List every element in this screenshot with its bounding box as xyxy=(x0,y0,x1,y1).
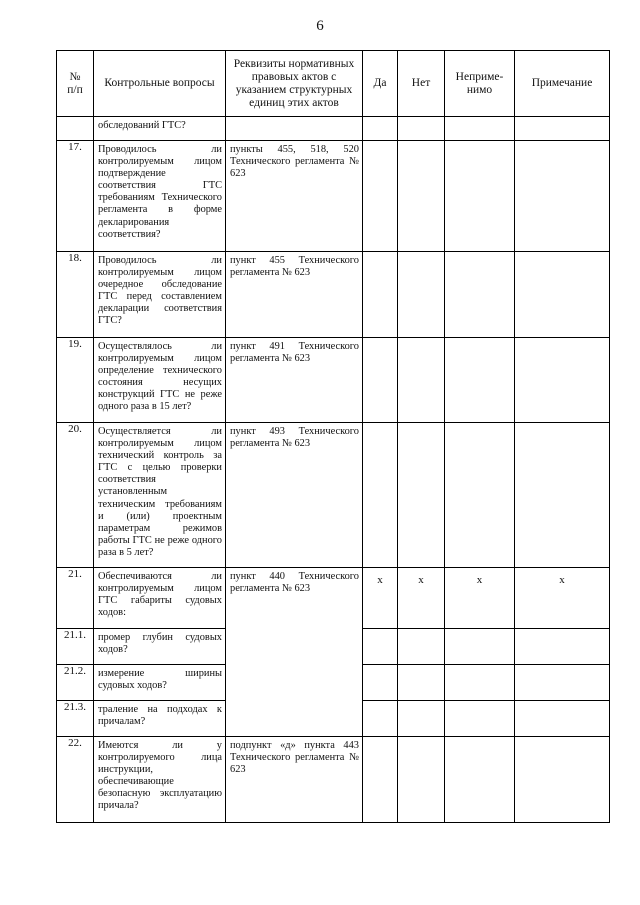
row-reference: пункт 455 Технического регламента № 623 xyxy=(226,252,363,338)
row-reference: пункт 493 Технического регламента № 623 xyxy=(226,423,363,568)
row-no-cell[interactable] xyxy=(398,141,445,252)
row-na-cell[interactable] xyxy=(445,423,515,568)
row-note-cell[interactable] xyxy=(515,423,610,568)
header-num: № п/п xyxy=(57,51,94,117)
row-note-cell[interactable]: x xyxy=(515,568,610,629)
row-no-cell[interactable]: x xyxy=(398,568,445,629)
row-na-cell[interactable] xyxy=(445,252,515,338)
row-question: Проводилось ли контролируемым лицом очередное обследование ГТС перед составлением декларации соответствия ГТС? xyxy=(94,252,226,338)
row-question: обследований ГТС? xyxy=(94,117,226,141)
row-number: 22. xyxy=(57,737,94,823)
row-yes-cell[interactable] xyxy=(363,737,398,823)
row-question: Имеются ли у контролируемого лица инструкции, обеспечивающие безопасную эксплуатацию причала? xyxy=(94,737,226,823)
row-no-cell[interactable] xyxy=(398,629,445,665)
row-reference: подпункт «д» пункта 443 Технического регламента № 623 xyxy=(226,737,363,823)
checklist-table xyxy=(56,50,610,823)
table-row xyxy=(57,117,610,141)
row-question: Осуществлялось ли контролируемым лицом определение технического состояния несущих конструкций ГТС не реже одного раза в 15 лет? xyxy=(94,338,226,423)
row-question: Осуществляется ли контролируемым лицом технический контроль за ГТС с целью проверки соответствия установленным техническим требованиям и (или) проектным параметрам режимов работы ГТС не реже одного раза в 5 лет? xyxy=(94,423,226,568)
row-number xyxy=(57,117,94,141)
row-question: Обеспечиваются ли контролируемым лицом ГТС габариты судовых ходов: xyxy=(94,568,226,629)
row-number: 21. xyxy=(57,568,94,629)
header-questions: Контрольные вопросы xyxy=(94,51,226,117)
row-note-cell[interactable] xyxy=(515,252,610,338)
row-question: траление на подходах к причалам? xyxy=(94,701,226,737)
row-reference xyxy=(226,117,363,141)
row-na-cell[interactable] xyxy=(445,141,515,252)
row-note-cell[interactable] xyxy=(515,665,610,701)
page-number: 6 xyxy=(316,18,324,34)
table-row xyxy=(57,252,610,338)
row-number: 20. xyxy=(57,423,94,568)
row-no-cell[interactable] xyxy=(398,737,445,823)
header-no: Нет xyxy=(398,51,445,117)
row-no-cell[interactable] xyxy=(398,423,445,568)
row-number: 21.3. xyxy=(57,701,94,737)
row-na-cell[interactable]: x xyxy=(445,568,515,629)
table-row xyxy=(57,141,610,252)
row-no-cell[interactable] xyxy=(398,701,445,737)
row-note-cell[interactable] xyxy=(515,701,610,737)
row-na-cell[interactable] xyxy=(445,665,515,701)
row-note-cell[interactable] xyxy=(515,629,610,665)
table-row xyxy=(57,423,610,568)
row-yes-cell[interactable] xyxy=(363,701,398,737)
row-na-cell[interactable] xyxy=(445,629,515,665)
table-row xyxy=(57,338,610,423)
row-yes-cell[interactable]: x xyxy=(363,568,398,629)
row-number: 18. xyxy=(57,252,94,338)
row-no-cell[interactable] xyxy=(398,338,445,423)
row-note-cell[interactable] xyxy=(515,737,610,823)
row-question: Проводилось ли контролируемым лицом подтверждение соответствия ГТС требованиям Технического регламента в форме декларирования соответствия? xyxy=(94,141,226,252)
row-na-cell[interactable] xyxy=(445,701,515,737)
row-reference: пункт 440 Технического регламента № 623 xyxy=(226,568,363,737)
row-yes-cell[interactable] xyxy=(363,117,398,141)
row-yes-cell[interactable] xyxy=(363,629,398,665)
row-number: 17. xyxy=(57,141,94,252)
row-note-cell[interactable] xyxy=(515,338,610,423)
row-reference: пункты 455, 518, 520 Технического регламента № 623 xyxy=(226,141,363,252)
header-yes: Да xyxy=(363,51,398,117)
row-no-cell[interactable] xyxy=(398,665,445,701)
header-na: Неприме- нимо xyxy=(445,51,515,117)
row-reference: пункт 491 Технического регламента № 623 xyxy=(226,338,363,423)
row-number: 21.2. xyxy=(57,665,94,701)
row-number: 21.1. xyxy=(57,629,94,665)
row-no-cell[interactable] xyxy=(398,252,445,338)
row-yes-cell[interactable] xyxy=(363,423,398,568)
row-na-cell[interactable] xyxy=(445,117,515,141)
header-note: Примечание xyxy=(515,51,610,117)
row-number: 19. xyxy=(57,338,94,423)
row-question: измерение ширины судовых ходов? xyxy=(94,665,226,701)
table-row xyxy=(57,568,610,629)
row-na-cell[interactable] xyxy=(445,737,515,823)
row-yes-cell[interactable] xyxy=(363,141,398,252)
row-no-cell[interactable] xyxy=(398,117,445,141)
row-na-cell[interactable] xyxy=(445,338,515,423)
row-yes-cell[interactable] xyxy=(363,252,398,338)
table-header-row xyxy=(57,51,610,117)
row-note-cell[interactable] xyxy=(515,117,610,141)
row-note-cell[interactable] xyxy=(515,141,610,252)
row-yes-cell[interactable] xyxy=(363,665,398,701)
table-row xyxy=(57,737,610,823)
row-yes-cell[interactable] xyxy=(363,338,398,423)
header-requisites: Реквизиты нормативных правовых актов с указанием структурных единиц этих актов xyxy=(226,51,363,117)
row-question: промер глубин судовых ходов? xyxy=(94,629,226,665)
